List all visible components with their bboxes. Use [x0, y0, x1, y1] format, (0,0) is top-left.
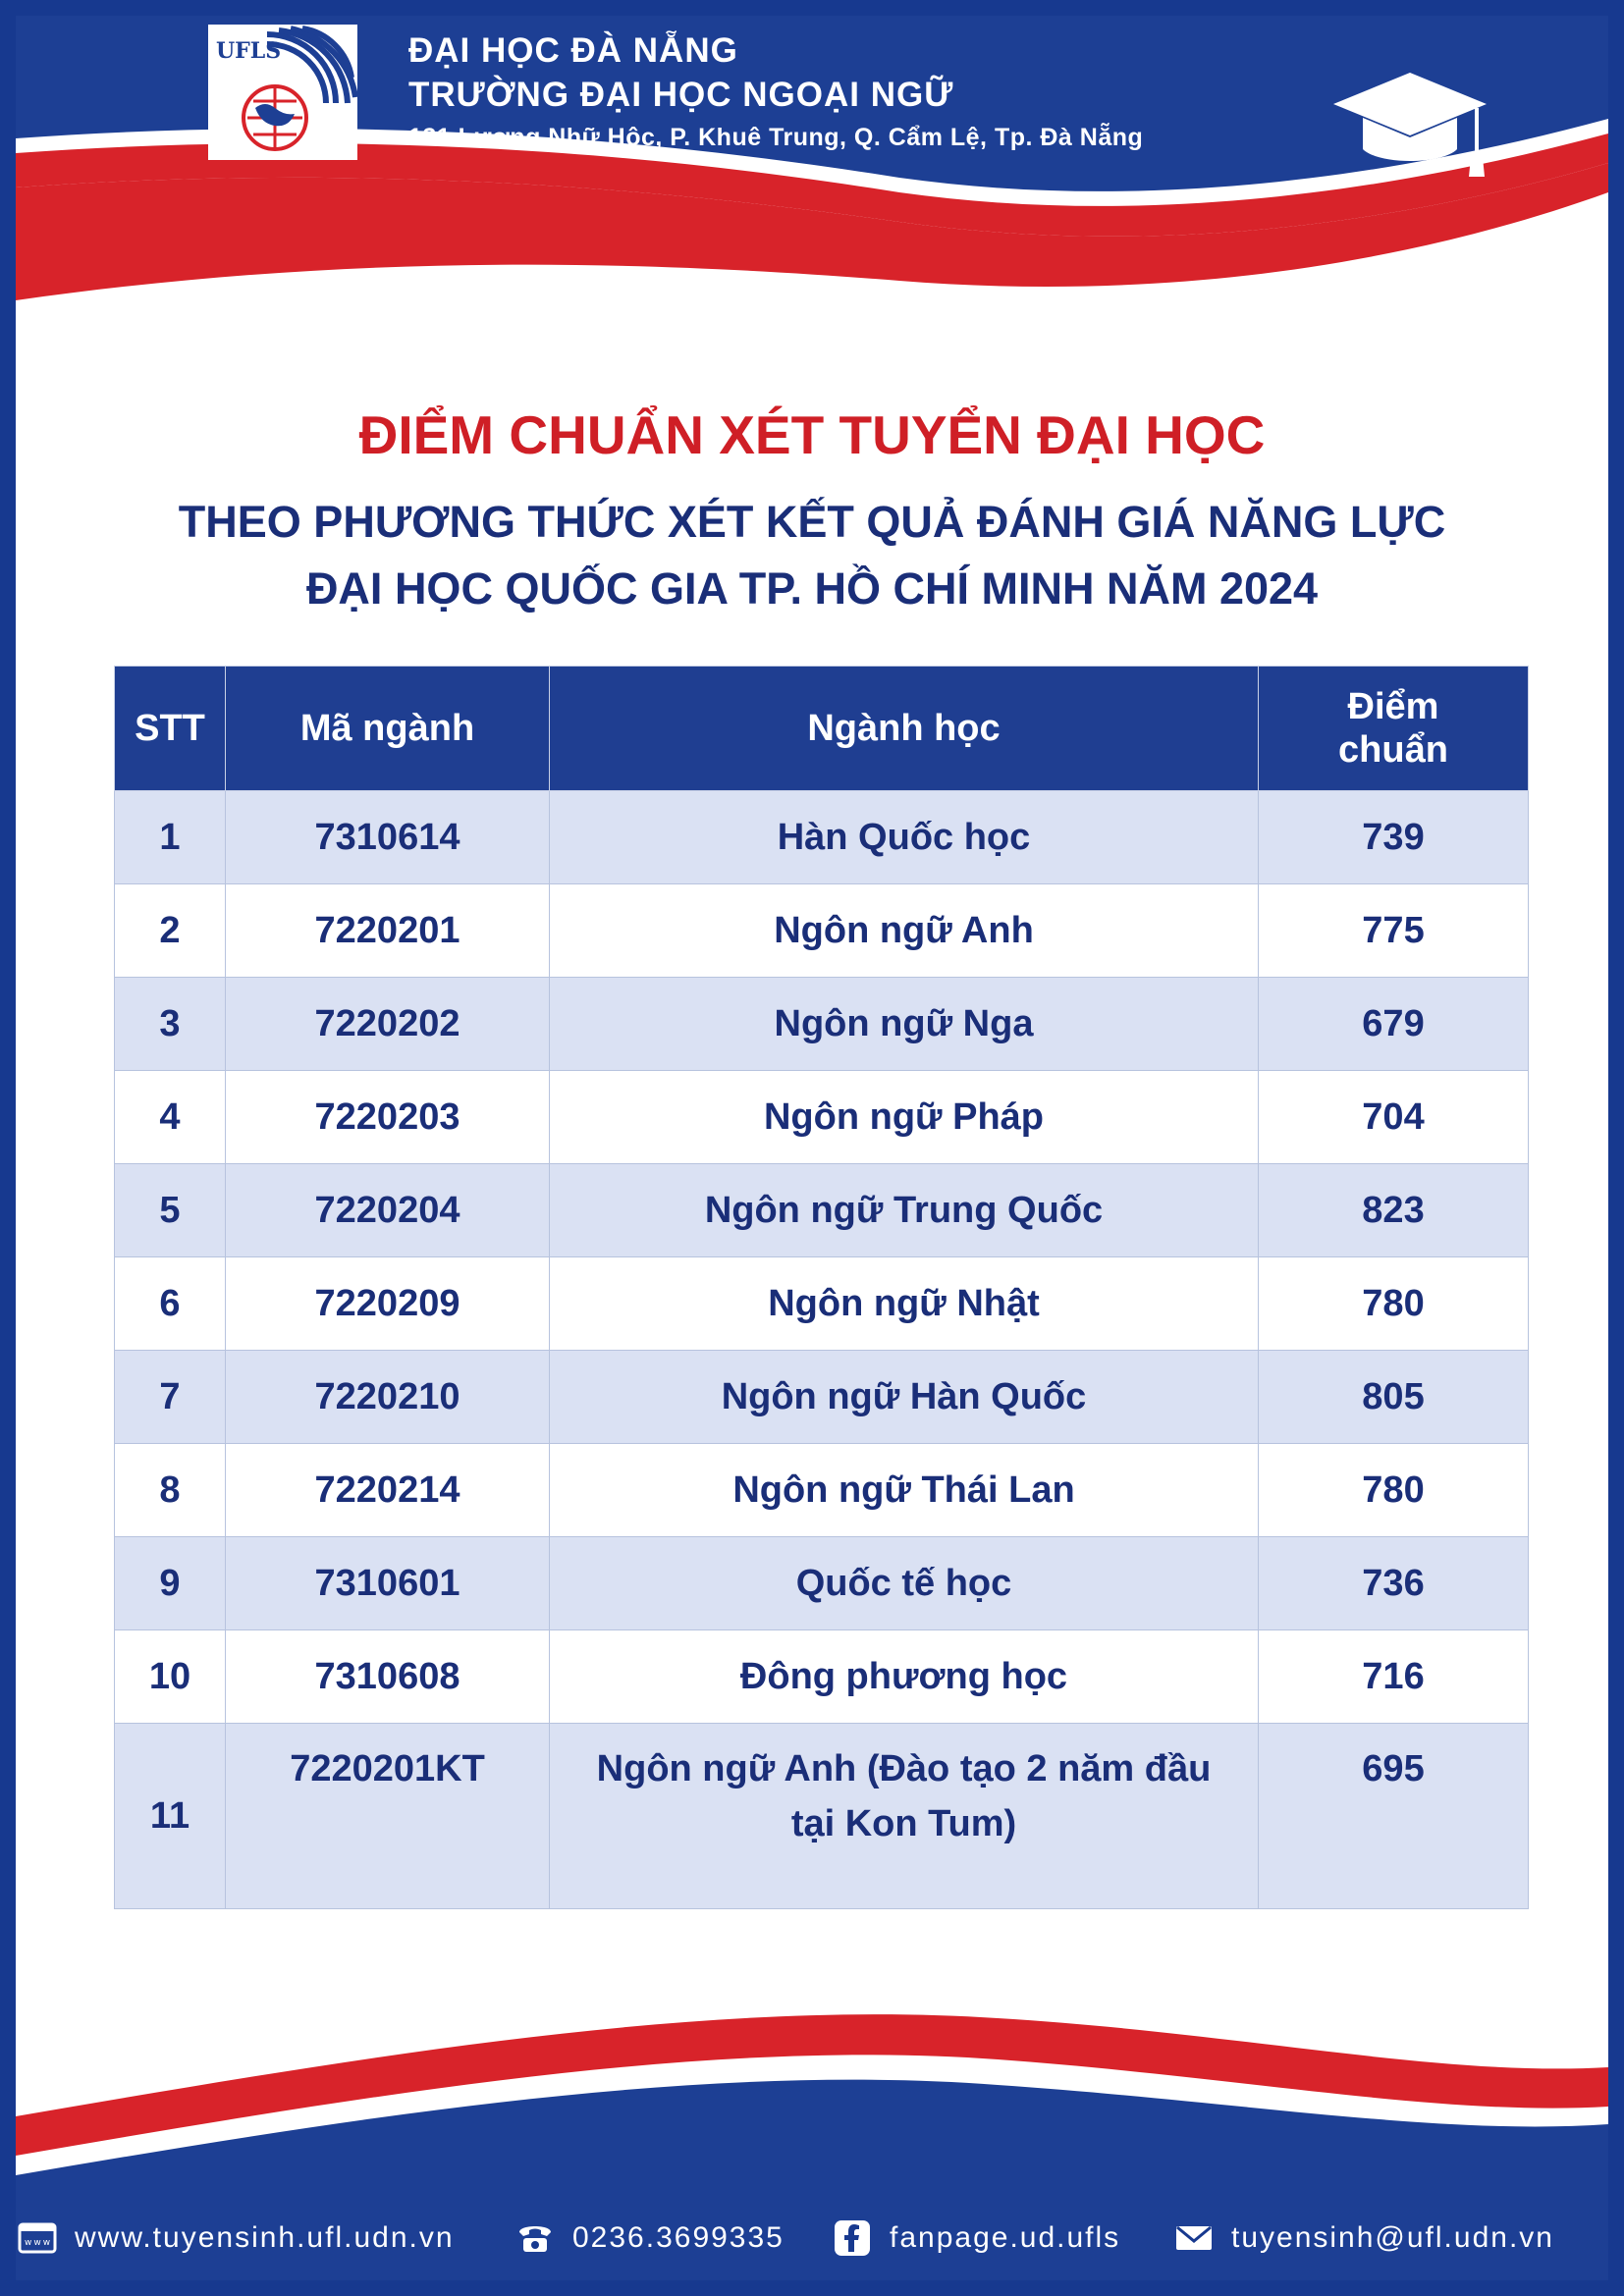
cell-score: 780 [1259, 1444, 1529, 1537]
cell-stt: 4 [115, 1071, 226, 1164]
mail-icon [1174, 2218, 1214, 2258]
graduation-cap-icon [1329, 67, 1490, 185]
cell-stt: 10 [115, 1630, 226, 1724]
facebook-icon [833, 2218, 872, 2258]
cell-score: 704 [1259, 1071, 1529, 1164]
cell-major: Ngôn ngữ Trung Quốc [550, 1164, 1259, 1257]
cell-stt: 3 [115, 978, 226, 1071]
table-row [115, 791, 1529, 884]
cell-score: 739 [1259, 791, 1529, 884]
website-text[interactable]: www.tuyensinh.ufl.udn.vn [75, 2221, 455, 2254]
poster [16, 16, 1608, 2280]
cell-code: 7220203 [226, 1071, 550, 1164]
cell-code: 7310601 [226, 1537, 550, 1630]
school-header [408, 29, 1143, 157]
score-table [114, 666, 1529, 1909]
cell-score: 679 [1259, 978, 1529, 1071]
cell-major: Ngôn ngữ Thái Lan [550, 1444, 1259, 1537]
school-address: 131 Lương Nhữ Hộc, P. Khuê Trung, Q. Cẩm Lệ, Tp. Đà Nẵng [408, 124, 1144, 151]
email-contact[interactable] [1174, 2218, 1554, 2258]
cell-code: 7220209 [226, 1257, 550, 1351]
cell-major: Ngôn ngữ Anh [550, 884, 1259, 978]
ufls-logo-icon [208, 25, 357, 160]
cell-stt: 5 [115, 1164, 226, 1257]
cell-major: Ngôn ngữ Hàn Quốc [550, 1351, 1259, 1444]
cell-code: 7220202 [226, 978, 550, 1071]
table-row [115, 1444, 1529, 1537]
footer-contacts [0, 2218, 1624, 2258]
ufls-logo [208, 25, 357, 160]
cell-major: Ngôn ngữ Nhật [550, 1257, 1259, 1351]
header-major-name: Ngành học [550, 667, 1259, 791]
table-row [115, 1537, 1529, 1630]
page-title: ĐIỂM CHUẨN XÉT TUYỂN ĐẠI HỌC [358, 404, 1266, 465]
website-contact[interactable] [18, 2218, 455, 2258]
fanpage-text[interactable]: fanpage.ud.ufls [890, 2221, 1121, 2254]
cell-major: Hàn Quốc học [550, 791, 1259, 884]
fanpage-contact[interactable] [833, 2218, 1120, 2258]
table-row [115, 978, 1529, 1071]
phone-text[interactable]: 0236.3699335 [572, 2221, 785, 2254]
website-icon [18, 2218, 57, 2258]
svg-text:UFLS: UFLS [216, 38, 282, 64]
table-header-row [115, 667, 1529, 791]
cell-code: 7220201 [226, 884, 550, 978]
cell-score: 775 [1259, 884, 1529, 978]
cell-stt: 1 [115, 791, 226, 884]
cell-major: Quốc tế học [550, 1537, 1259, 1630]
header-cutoff-score: Điểm chuẩn [1259, 667, 1529, 791]
table-row [115, 1164, 1529, 1257]
cell-stt: 11 [115, 1724, 226, 1909]
header-major-code: Mã ngành [226, 667, 550, 791]
cell-major: Đông phương học [550, 1630, 1259, 1724]
cell-score: 780 [1259, 1257, 1529, 1351]
subtitle-line-2: ĐẠI HỌC QUỐC GIA TP. HỒ CHÍ MINH NĂM 2024 [305, 563, 1319, 614]
cell-score: 736 [1259, 1537, 1529, 1630]
svg-text:www: www [25, 2238, 53, 2248]
cell-stt: 8 [115, 1444, 226, 1537]
table-row [115, 1351, 1529, 1444]
school-name: TRƯỜNG ĐẠI HỌC NGOẠI NGỮ [408, 76, 954, 114]
cell-stt: 9 [115, 1537, 226, 1630]
table-row [115, 1630, 1529, 1724]
cell-code: 7310614 [226, 791, 550, 884]
cell-stt: 2 [115, 884, 226, 978]
cell-code: 7220201KT [226, 1724, 550, 1909]
subtitle-line-1: THEO PHƯƠNG THỨC XÉT KẾT QUẢ ĐÁNH GIÁ NĂNG LỰC [178, 497, 1446, 547]
cell-major: Ngôn ngữ Anh (Đào tạo 2 năm đầu tại Kon Tum) [550, 1724, 1259, 1909]
university-name: ĐẠI HỌC ĐÀ NẴNG [408, 31, 738, 70]
cell-score: 695 [1259, 1724, 1529, 1909]
table-row [115, 1257, 1529, 1351]
cell-code: 7220214 [226, 1444, 550, 1537]
cell-score: 716 [1259, 1630, 1529, 1724]
header-stt: STT [115, 667, 226, 791]
cell-score: 805 [1259, 1351, 1529, 1444]
telephone-icon [515, 2218, 555, 2258]
cell-stt: 6 [115, 1257, 226, 1351]
cell-code: 7220210 [226, 1351, 550, 1444]
cell-major: Ngôn ngữ Pháp [550, 1071, 1259, 1164]
cell-code: 7310608 [226, 1630, 550, 1724]
phone-contact[interactable] [515, 2218, 785, 2258]
table-row [115, 1071, 1529, 1164]
table-row [115, 1724, 1529, 1909]
cell-score: 823 [1259, 1164, 1529, 1257]
cell-stt: 7 [115, 1351, 226, 1444]
table-row [115, 884, 1529, 978]
cell-code: 7220204 [226, 1164, 550, 1257]
email-text[interactable]: tuyensinh@ufl.udn.vn [1231, 2221, 1554, 2254]
cell-major: Ngôn ngữ Nga [550, 978, 1259, 1071]
